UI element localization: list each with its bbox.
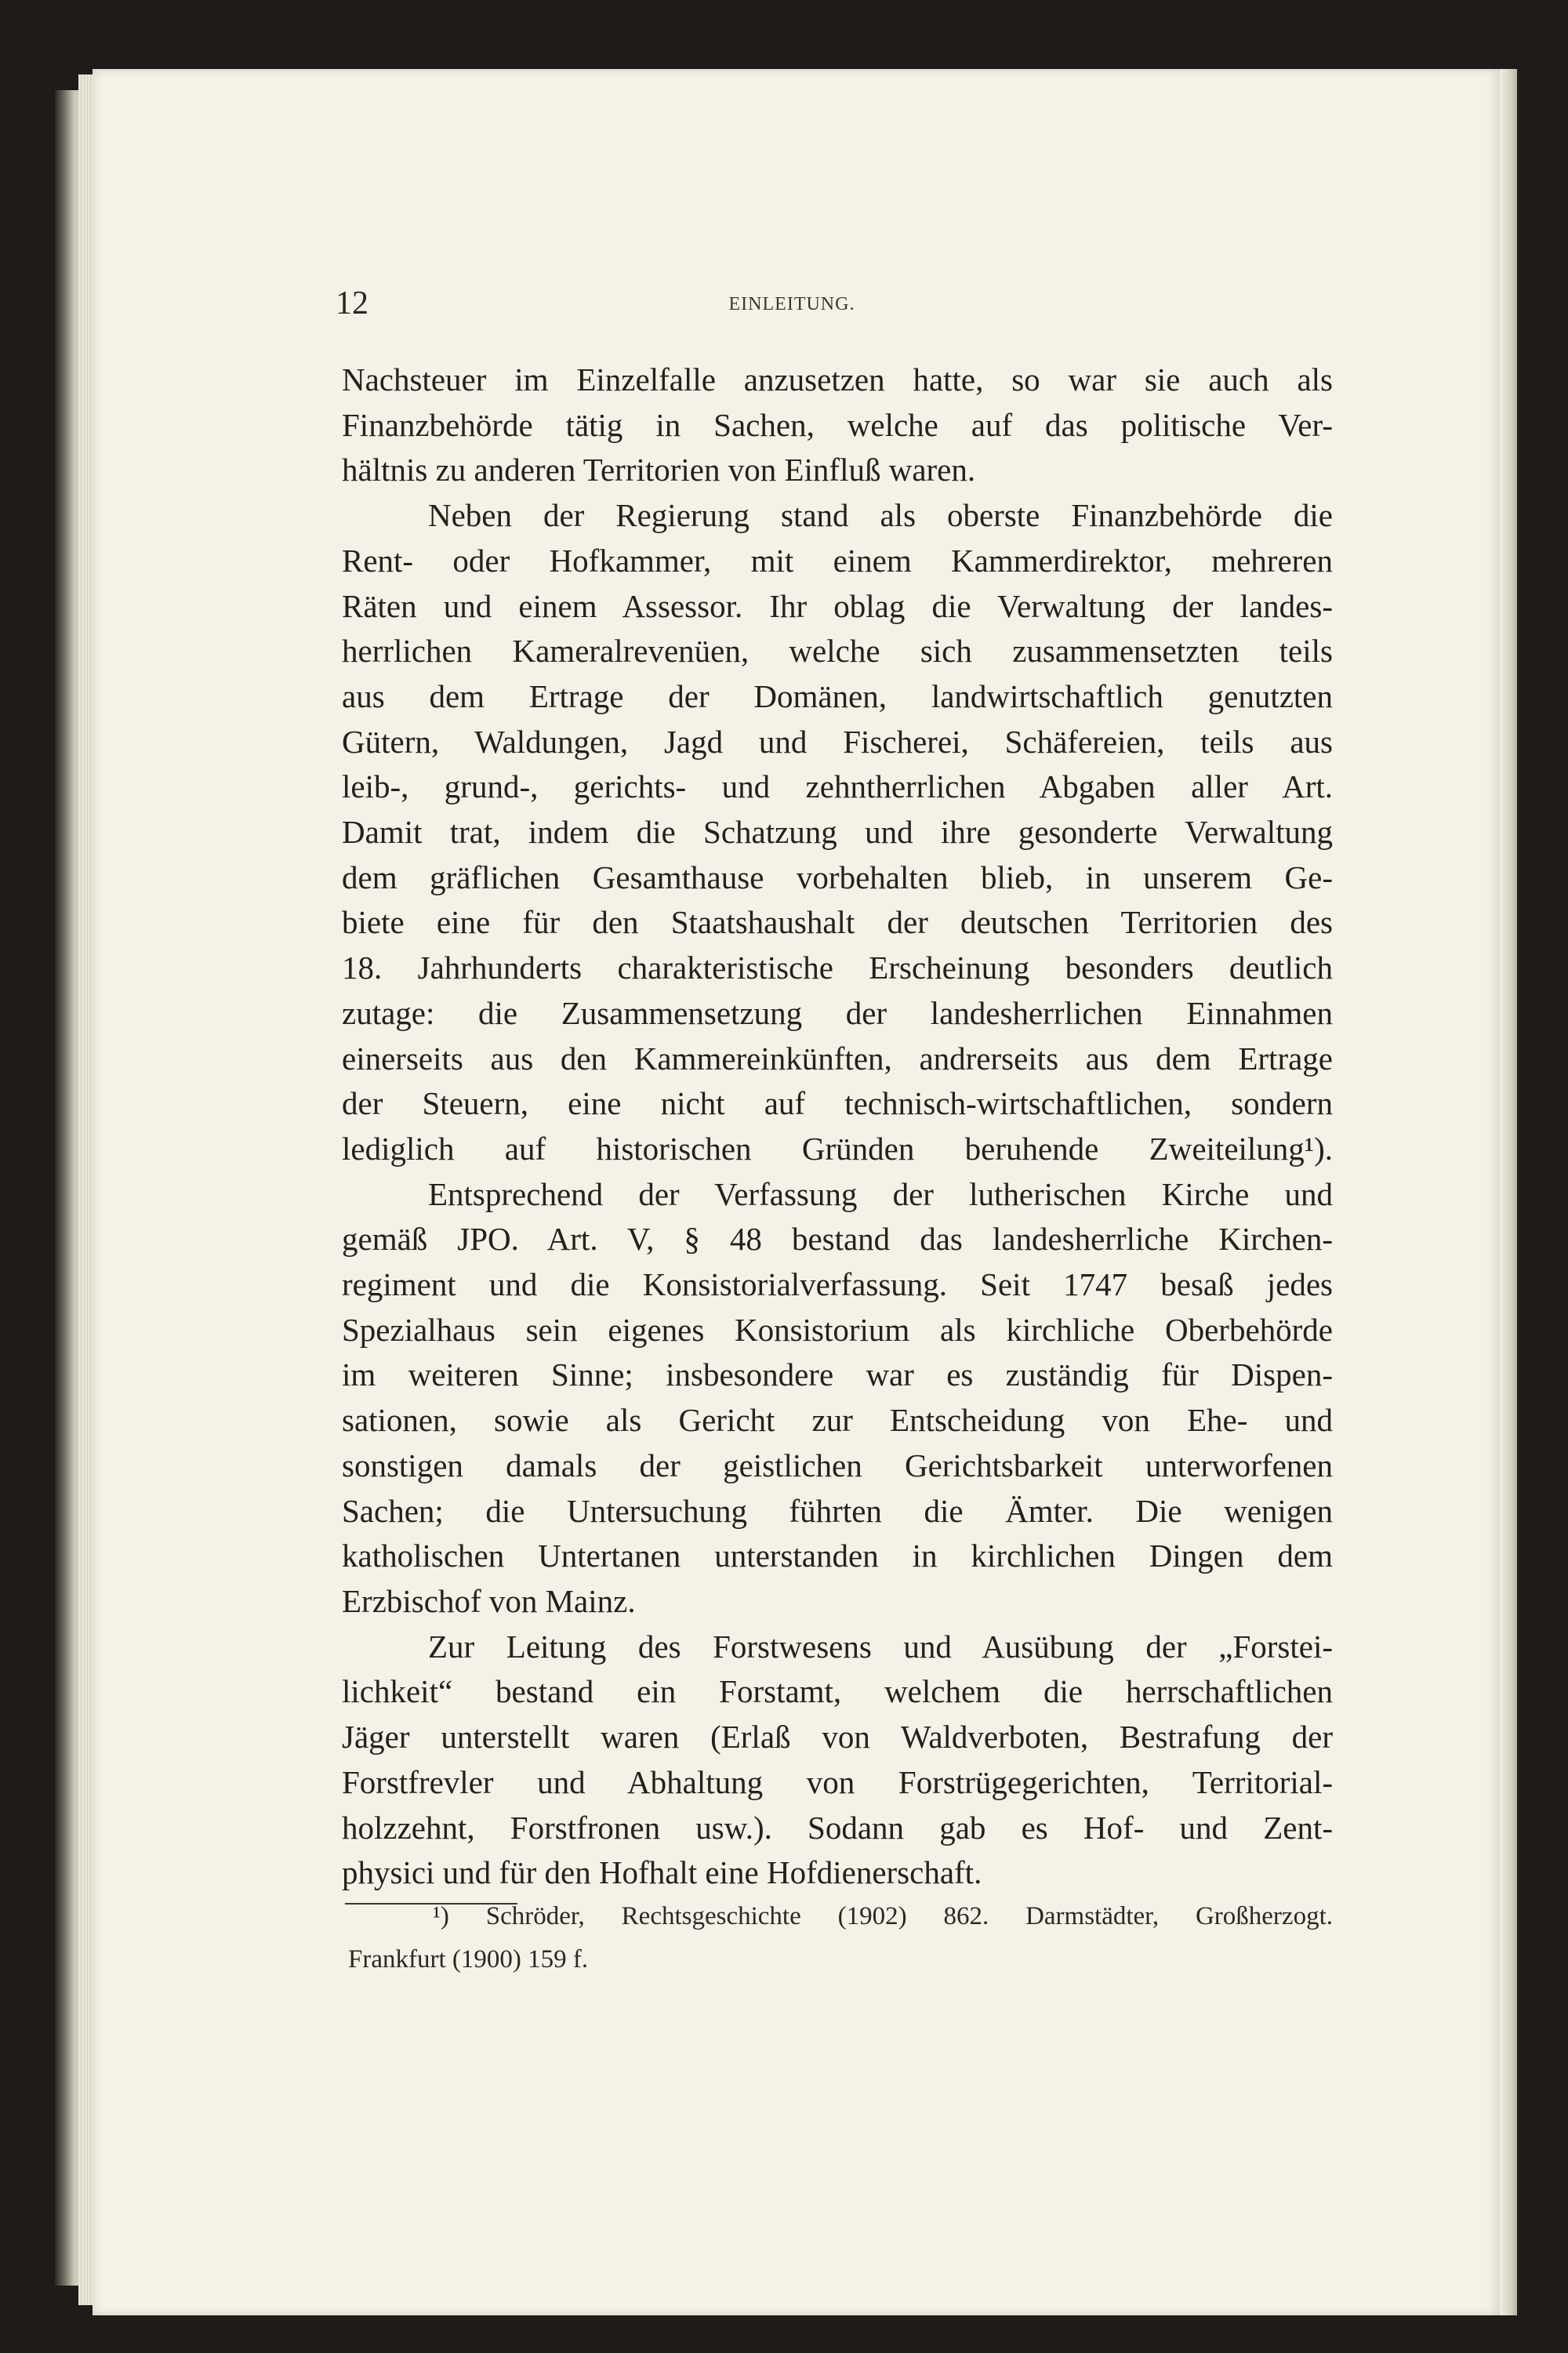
- text-line: sonstigen damals der geistlichen Gerichtsbarkeit unterworfenen: [342, 1447, 1333, 1483]
- body-text: [342, 358, 1333, 1896]
- text-line: im weiteren Sinne; insbesondere war es zuständig für Dispen-: [342, 1356, 1333, 1393]
- text-line: Rent- oder Hofkammer, mit einem Kammerdirektor, mehreren: [342, 542, 1333, 579]
- text-line: Spezialhaus sein eigenes Konsistorium als kirchliche Oberbehörde: [342, 1311, 1333, 1348]
- text-line: Jäger unterstellt waren (Erlaß von Waldverboten, Bestrafung der: [342, 1719, 1333, 1756]
- paragraph: [342, 493, 1333, 1172]
- text-line: lichkeit“ bestand ein Forstamt, welchem die herrschaftlichen: [342, 1673, 1333, 1710]
- text-line: herrlichen Kameralrevenüen, welche sich zusammensetzten teils: [342, 633, 1333, 670]
- text-line: zutage: die Zusammensetzung der landesherrlichen Einnahmen: [342, 994, 1333, 1031]
- text-line: leib-, grund-, gerichts- und zehntherrlichen Abgaben aller Art.: [342, 768, 1333, 805]
- text-line: 18. Jahrhunderts charakteristische Erscheinung besonders deutlich: [342, 950, 1333, 986]
- text-line: physici und für den Hofhalt eine Hofdienerschaft.: [342, 1854, 982, 1891]
- text-line: gemäß JPO. Art. V, § 48 bestand das landesherrliche Kirchen-: [342, 1221, 1333, 1258]
- text-line: Damit trat, indem die Schatzung und ihre gesonderte Verwaltung: [342, 814, 1333, 851]
- text-line: biete eine für den Staatshaushalt der deutschen Territorien des: [342, 904, 1333, 941]
- text-line: aus dem Ertrage der Domänen, landwirtschaftlich genutzten: [342, 677, 1333, 714]
- text-line: sationen, sowie als Gericht zur Entscheidung von Ehe- und: [342, 1402, 1333, 1439]
- text-line: Sachen; die Untersuchung führten die Ämter. Die wenigen: [342, 1492, 1333, 1529]
- paragraph: [342, 1625, 1333, 1896]
- footnote-line: Frankfurt (1900) 159 f.: [348, 1945, 589, 1974]
- text-line: Erzbischof von Mainz.: [342, 1582, 636, 1619]
- text-line: Räten und einem Assessor. Ihr oblag die Verwaltung der landes-: [342, 587, 1333, 624]
- text-line: einerseits aus den Kammereinkünften, andrerseits aus dem Ertrage: [342, 1040, 1333, 1077]
- footnotes: [348, 1895, 1333, 1981]
- running-head: EINLEITUNG.: [728, 294, 855, 314]
- text-line: Entsprechend der Verfassung der lutherischen Kirche und: [428, 1175, 1333, 1212]
- text-line: der Steuern, eine nicht auf technisch-wirtschaftlichen, sondern: [342, 1085, 1333, 1122]
- text-line: Gütern, Waldungen, Jagd und Fischerei, Schäfereien, teils aus: [342, 723, 1333, 760]
- text-line: hältnis zu anderen Territorien von Einfluß waren.: [342, 452, 976, 488]
- text-line: Finanzbehörde tätig in Sachen, welche auf das politische Ver-: [342, 406, 1333, 443]
- text-line: Zur Leitung des Forstwesens und Ausübung der „Forstei-: [428, 1628, 1333, 1665]
- text-line: Forstfrevler und Abhaltung von Forstrügegerichten, Territorial-: [342, 1763, 1333, 1800]
- text-line: Nachsteuer im Einzelfalle anzusetzen hatte, so war sie auch als: [342, 361, 1333, 398]
- paragraph: [342, 1172, 1333, 1625]
- footnote-line: ¹) Schröder, Rechtsgeschichte (1902) 862. Darmstädter, Großherzogt.: [433, 1902, 1333, 1930]
- text-line: Neben der Regierung stand als oberste Finanzbehörde die: [428, 497, 1333, 534]
- page-header: [243, 284, 1341, 323]
- text-line: lediglich auf historischen Gründen beruhende Zweiteilung¹).: [342, 1130, 1333, 1167]
- text-line: katholischen Untertanen unterstanden in kirchlichen Dingen dem: [342, 1538, 1333, 1574]
- page-right-edge: [1500, 69, 1517, 2315]
- text-line: holzzehnt, Forstfronen usw.). Sodann gab es Hof- und Zent-: [342, 1809, 1333, 1846]
- text-line: regiment und die Konsistorialverfassung. Seit 1747 besaß jedes: [342, 1266, 1333, 1303]
- text-line: dem gräflichen Gesamthause vorbehalten blieb, in unserem Ge-: [342, 859, 1333, 895]
- page-number: 12: [336, 285, 368, 321]
- paragraph: [342, 358, 1333, 493]
